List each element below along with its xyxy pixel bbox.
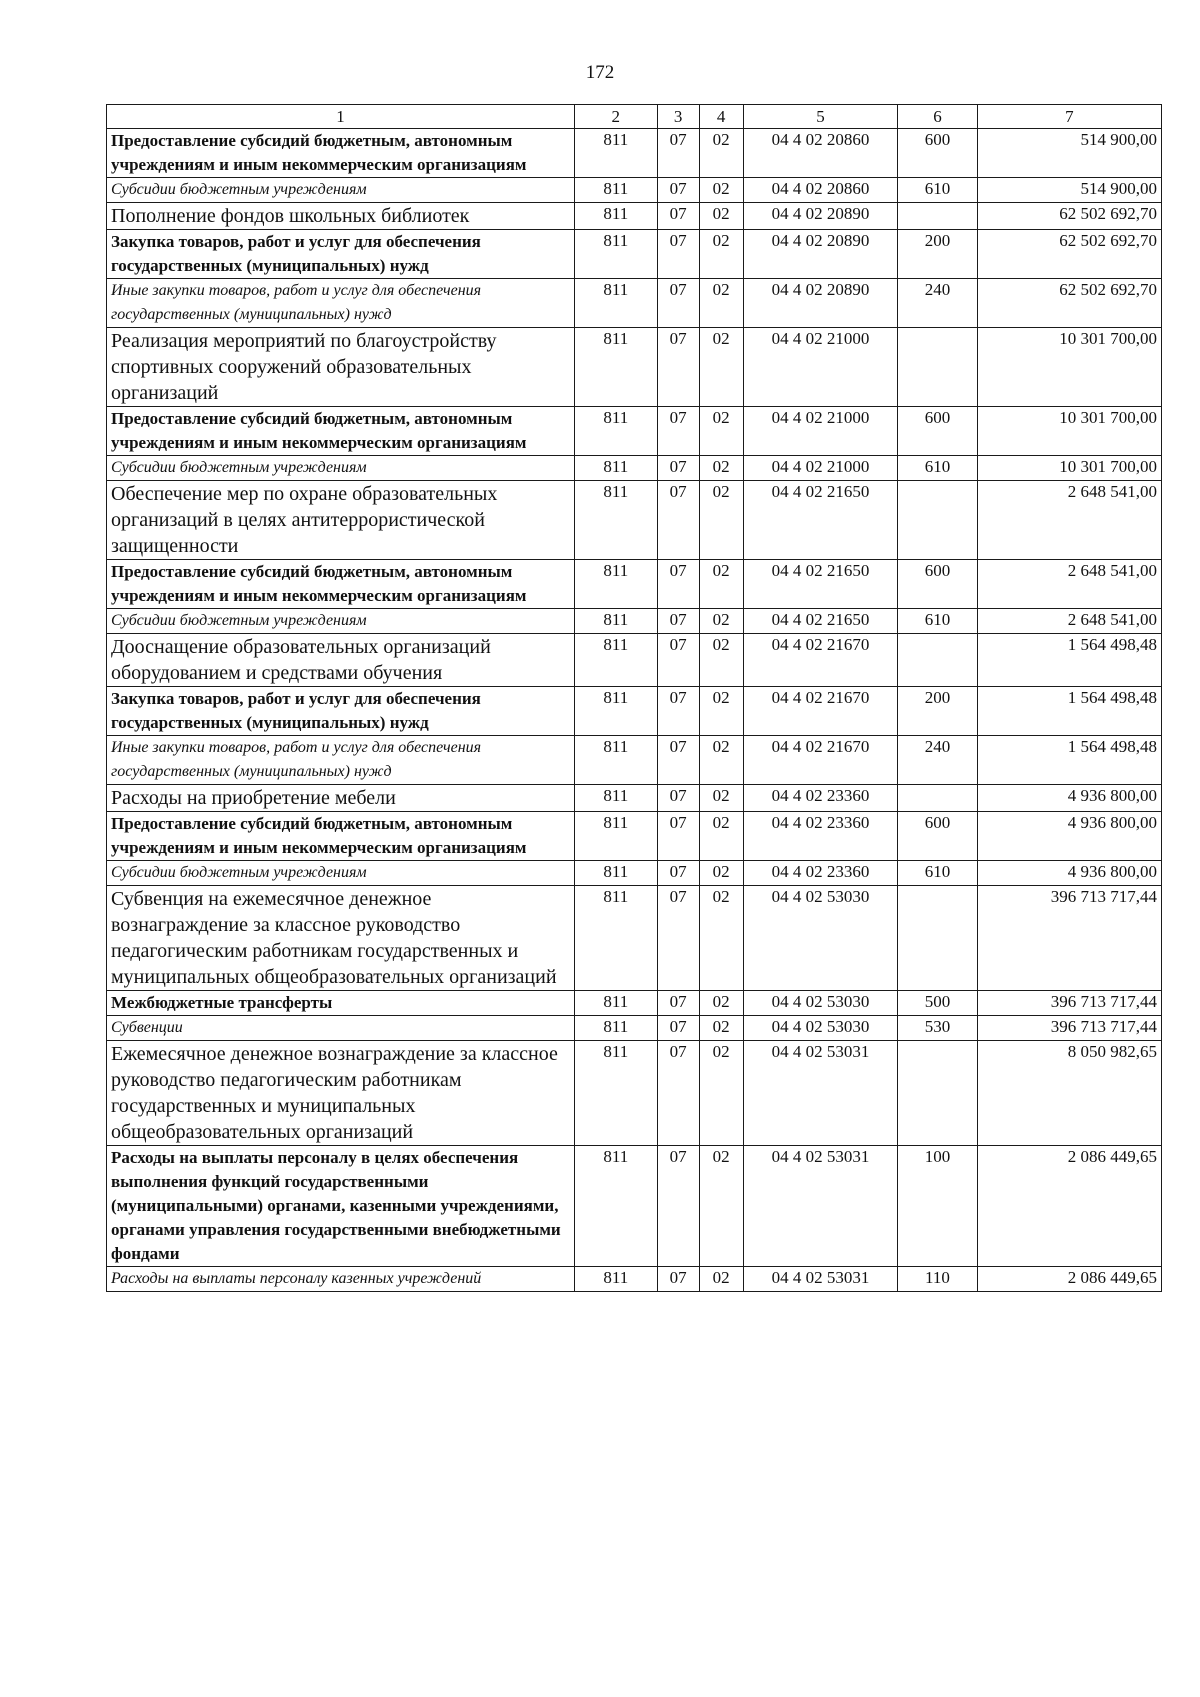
header-cell-6: 6 <box>898 105 977 129</box>
header-cell-4: 4 <box>699 105 743 129</box>
row-cell-4: 02 <box>699 456 743 481</box>
row-amount-cell: 396 713 717,44 <box>977 1016 1161 1041</box>
table-row <box>107 1267 1162 1292</box>
row-cell-3: 07 <box>657 1016 699 1041</box>
row-cell-4: 02 <box>699 812 743 861</box>
row-cell-3: 07 <box>657 230 699 279</box>
row-cell-3: 07 <box>657 1267 699 1292</box>
row-cell-5: 04 4 02 21670 <box>743 634 897 687</box>
row-cell-3: 07 <box>657 1146 699 1267</box>
row-cell-6 <box>898 785 977 812</box>
row-cell-3: 07 <box>657 634 699 687</box>
row-name-cell: Дооснащение образовательных организаций оборудованием и средствами обучения <box>107 634 575 687</box>
row-amount-cell: 62 502 692,70 <box>977 230 1161 279</box>
row-name-cell: Расходы на приобретение мебели <box>107 785 575 812</box>
row-name-cell: Расходы на выплаты персоналу казенных учреждений <box>107 1267 575 1292</box>
table-row <box>107 1016 1162 1041</box>
row-cell-3: 07 <box>657 736 699 785</box>
row-cell-5: 04 4 02 20890 <box>743 230 897 279</box>
table-row <box>107 328 1162 407</box>
row-cell-2: 811 <box>574 687 657 736</box>
row-cell-5: 04 4 02 53031 <box>743 1267 897 1292</box>
row-cell-4: 02 <box>699 481 743 560</box>
row-cell-3: 07 <box>657 991 699 1016</box>
row-cell-2: 811 <box>574 736 657 785</box>
row-cell-4: 02 <box>699 991 743 1016</box>
row-cell-2: 811 <box>574 861 657 886</box>
row-cell-3: 07 <box>657 178 699 203</box>
row-amount-cell: 62 502 692,70 <box>977 203 1161 230</box>
table-row <box>107 785 1162 812</box>
row-cell-6 <box>898 481 977 560</box>
row-name-cell: Субвенция на ежемесячное денежное вознаграждение за классное руководство педагогическим работникам государственных и муниципальных общеобразовательных организаций <box>107 886 575 991</box>
row-cell-2: 811 <box>574 991 657 1016</box>
row-cell-2: 811 <box>574 279 657 328</box>
row-cell-6: 500 <box>898 991 977 1016</box>
budget-table <box>106 104 1162 1292</box>
row-cell-6: 200 <box>898 687 977 736</box>
row-cell-5: 04 4 02 21000 <box>743 328 897 407</box>
row-cell-2: 811 <box>574 560 657 609</box>
row-cell-4: 02 <box>699 1016 743 1041</box>
row-amount-cell: 1 564 498,48 <box>977 634 1161 687</box>
row-amount-cell: 10 301 700,00 <box>977 456 1161 481</box>
row-cell-4: 02 <box>699 886 743 991</box>
row-cell-3: 07 <box>657 407 699 456</box>
row-amount-cell: 4 936 800,00 <box>977 861 1161 886</box>
row-cell-4: 02 <box>699 1041 743 1146</box>
row-cell-2: 811 <box>574 785 657 812</box>
row-cell-4: 02 <box>699 687 743 736</box>
row-amount-cell: 10 301 700,00 <box>977 328 1161 407</box>
row-cell-4: 02 <box>699 634 743 687</box>
row-cell-3: 07 <box>657 609 699 634</box>
row-cell-4: 02 <box>699 407 743 456</box>
row-cell-4: 02 <box>699 279 743 328</box>
table-row <box>107 481 1162 560</box>
row-cell-6 <box>898 886 977 991</box>
header-cell-7: 7 <box>977 105 1161 129</box>
row-name-cell: Ежемесячное денежное вознаграждение за классное руководство педагогическим работникам государственных и муниципальных общеобразовательных организаций <box>107 1041 575 1146</box>
row-cell-2: 811 <box>574 1041 657 1146</box>
row-cell-2: 811 <box>574 1146 657 1267</box>
row-cell-2: 811 <box>574 230 657 279</box>
row-name-cell: Предоставление субсидий бюджетным, автономным учреждениям и иным некоммерческим организациям <box>107 812 575 861</box>
table-row <box>107 991 1162 1016</box>
table-row <box>107 279 1162 328</box>
row-cell-3: 07 <box>657 785 699 812</box>
table-row <box>107 560 1162 609</box>
row-name-cell: Субсидии бюджетным учреждениям <box>107 609 575 634</box>
row-cell-4: 02 <box>699 129 743 178</box>
row-cell-6: 240 <box>898 736 977 785</box>
row-name-cell: Обеспечение мер по охране образовательных организаций в целях антитеррористической защищенности <box>107 481 575 560</box>
header-cell-1: 1 <box>107 105 575 129</box>
row-amount-cell: 1 564 498,48 <box>977 687 1161 736</box>
row-amount-cell: 62 502 692,70 <box>977 279 1161 328</box>
row-cell-6 <box>898 1041 977 1146</box>
row-cell-2: 811 <box>574 1016 657 1041</box>
row-cell-5: 04 4 02 21670 <box>743 687 897 736</box>
row-amount-cell: 514 900,00 <box>977 129 1161 178</box>
row-name-cell: Субвенции <box>107 1016 575 1041</box>
row-cell-5: 04 4 02 21000 <box>743 407 897 456</box>
row-cell-3: 07 <box>657 129 699 178</box>
header-cell-2: 2 <box>574 105 657 129</box>
row-cell-2: 811 <box>574 609 657 634</box>
row-cell-3: 07 <box>657 456 699 481</box>
row-cell-4: 02 <box>699 736 743 785</box>
row-cell-2: 811 <box>574 481 657 560</box>
row-name-cell: Субсидии бюджетным учреждениям <box>107 178 575 203</box>
row-cell-5: 04 4 02 53031 <box>743 1146 897 1267</box>
page-number: 172 <box>585 62 615 83</box>
row-cell-2: 811 <box>574 328 657 407</box>
row-name-cell: Реализация мероприятий по благоустройству спортивных сооружений образовательных организаций <box>107 328 575 407</box>
row-cell-5: 04 4 02 21650 <box>743 609 897 634</box>
row-cell-6 <box>898 634 977 687</box>
table-row <box>107 203 1162 230</box>
row-amount-cell: 4 936 800,00 <box>977 812 1161 861</box>
row-cell-5: 04 4 02 21650 <box>743 481 897 560</box>
table-row <box>107 178 1162 203</box>
row-cell-4: 02 <box>699 1267 743 1292</box>
row-cell-6: 240 <box>898 279 977 328</box>
table-row <box>107 1146 1162 1267</box>
row-cell-3: 07 <box>657 279 699 328</box>
table-row <box>107 736 1162 785</box>
row-cell-4: 02 <box>699 861 743 886</box>
table-row <box>107 1041 1162 1146</box>
table-row <box>107 886 1162 991</box>
header-row <box>107 105 1162 129</box>
row-cell-4: 02 <box>699 178 743 203</box>
row-cell-5: 04 4 02 21650 <box>743 560 897 609</box>
row-cell-6: 600 <box>898 560 977 609</box>
row-name-cell: Предоставление субсидий бюджетным, автономным учреждениям и иным некоммерческим организациям <box>107 560 575 609</box>
table-row <box>107 861 1162 886</box>
table-row <box>107 230 1162 279</box>
row-cell-5: 04 4 02 53030 <box>743 991 897 1016</box>
row-name-cell: Предоставление субсидий бюджетным, автономным учреждениям и иным некоммерческим организациям <box>107 129 575 178</box>
table-row <box>107 609 1162 634</box>
table-row <box>107 456 1162 481</box>
row-cell-5: 04 4 02 21670 <box>743 736 897 785</box>
row-cell-6: 610 <box>898 609 977 634</box>
row-cell-3: 07 <box>657 481 699 560</box>
row-cell-2: 811 <box>574 886 657 991</box>
row-name-cell: Межбюджетные трансферты <box>107 991 575 1016</box>
header-cell-5: 5 <box>743 105 897 129</box>
row-cell-6: 610 <box>898 178 977 203</box>
row-cell-5: 04 4 02 53031 <box>743 1041 897 1146</box>
row-cell-2: 811 <box>574 407 657 456</box>
row-name-cell: Закупка товаров, работ и услуг для обеспечения государственных (муниципальных) нужд <box>107 687 575 736</box>
row-cell-2: 811 <box>574 129 657 178</box>
row-cell-5: 04 4 02 20890 <box>743 279 897 328</box>
row-amount-cell: 514 900,00 <box>977 178 1161 203</box>
row-cell-6: 600 <box>898 407 977 456</box>
row-cell-6: 110 <box>898 1267 977 1292</box>
row-cell-2: 811 <box>574 1267 657 1292</box>
row-cell-6: 200 <box>898 230 977 279</box>
row-cell-6: 610 <box>898 861 977 886</box>
row-cell-3: 07 <box>657 1041 699 1146</box>
row-amount-cell: 2 086 449,65 <box>977 1267 1161 1292</box>
row-cell-3: 07 <box>657 328 699 407</box>
row-cell-2: 811 <box>574 634 657 687</box>
row-cell-4: 02 <box>699 785 743 812</box>
row-cell-6: 610 <box>898 456 977 481</box>
row-cell-2: 811 <box>574 812 657 861</box>
row-amount-cell: 396 713 717,44 <box>977 991 1161 1016</box>
row-name-cell: Предоставление субсидий бюджетным, автономным учреждениям и иным некоммерческим организациям <box>107 407 575 456</box>
row-cell-5: 04 4 02 23360 <box>743 785 897 812</box>
row-cell-5: 04 4 02 23360 <box>743 812 897 861</box>
row-cell-6: 100 <box>898 1146 977 1267</box>
row-amount-cell: 2 086 449,65 <box>977 1146 1161 1267</box>
row-cell-3: 07 <box>657 861 699 886</box>
table-row <box>107 407 1162 456</box>
row-name-cell: Пополнение фондов школьных библиотек <box>107 203 575 230</box>
row-name-cell: Закупка товаров, работ и услуг для обеспечения государственных (муниципальных) нужд <box>107 230 575 279</box>
row-cell-6: 530 <box>898 1016 977 1041</box>
row-cell-3: 07 <box>657 560 699 609</box>
row-cell-4: 02 <box>699 1146 743 1267</box>
row-amount-cell: 1 564 498,48 <box>977 736 1161 785</box>
row-amount-cell: 4 936 800,00 <box>977 785 1161 812</box>
row-cell-6 <box>898 203 977 230</box>
row-cell-5: 04 4 02 53030 <box>743 1016 897 1041</box>
row-amount-cell: 8 050 982,65 <box>977 1041 1161 1146</box>
row-cell-4: 02 <box>699 203 743 230</box>
row-cell-2: 811 <box>574 456 657 481</box>
row-cell-4: 02 <box>699 560 743 609</box>
row-cell-3: 07 <box>657 203 699 230</box>
header-cell-3: 3 <box>657 105 699 129</box>
row-cell-3: 07 <box>657 812 699 861</box>
row-name-cell: Субсидии бюджетным учреждениям <box>107 861 575 886</box>
row-cell-5: 04 4 02 23360 <box>743 861 897 886</box>
table-row <box>107 634 1162 687</box>
row-cell-4: 02 <box>699 609 743 634</box>
table-row <box>107 129 1162 178</box>
row-cell-5: 04 4 02 20860 <box>743 129 897 178</box>
table-row <box>107 812 1162 861</box>
table-row <box>107 687 1162 736</box>
row-name-cell: Расходы на выплаты персоналу в целях обеспечения выполнения функций государственными (муниципальными) органами, казенными учреждениями, органами управления государственными внебюджетными фондами <box>107 1146 575 1267</box>
row-cell-2: 811 <box>574 178 657 203</box>
row-cell-2: 811 <box>574 203 657 230</box>
row-cell-5: 04 4 02 20860 <box>743 178 897 203</box>
row-name-cell: Иные закупки товаров, работ и услуг для обеспечения государственных (муниципальных) нужд <box>107 736 575 785</box>
row-amount-cell: 2 648 541,00 <box>977 560 1161 609</box>
row-name-cell: Субсидии бюджетным учреждениям <box>107 456 575 481</box>
row-cell-3: 07 <box>657 886 699 991</box>
row-amount-cell: 2 648 541,00 <box>977 609 1161 634</box>
row-cell-3: 07 <box>657 687 699 736</box>
row-cell-5: 04 4 02 20890 <box>743 203 897 230</box>
row-cell-6: 600 <box>898 812 977 861</box>
row-amount-cell: 2 648 541,00 <box>977 481 1161 560</box>
row-cell-4: 02 <box>699 328 743 407</box>
row-cell-4: 02 <box>699 230 743 279</box>
row-amount-cell: 10 301 700,00 <box>977 407 1161 456</box>
row-cell-5: 04 4 02 21000 <box>743 456 897 481</box>
row-cell-5: 04 4 02 53030 <box>743 886 897 991</box>
row-name-cell: Иные закупки товаров, работ и услуг для обеспечения государственных (муниципальных) нужд <box>107 279 575 328</box>
row-amount-cell: 396 713 717,44 <box>977 886 1161 991</box>
row-cell-6: 600 <box>898 129 977 178</box>
row-cell-6 <box>898 328 977 407</box>
